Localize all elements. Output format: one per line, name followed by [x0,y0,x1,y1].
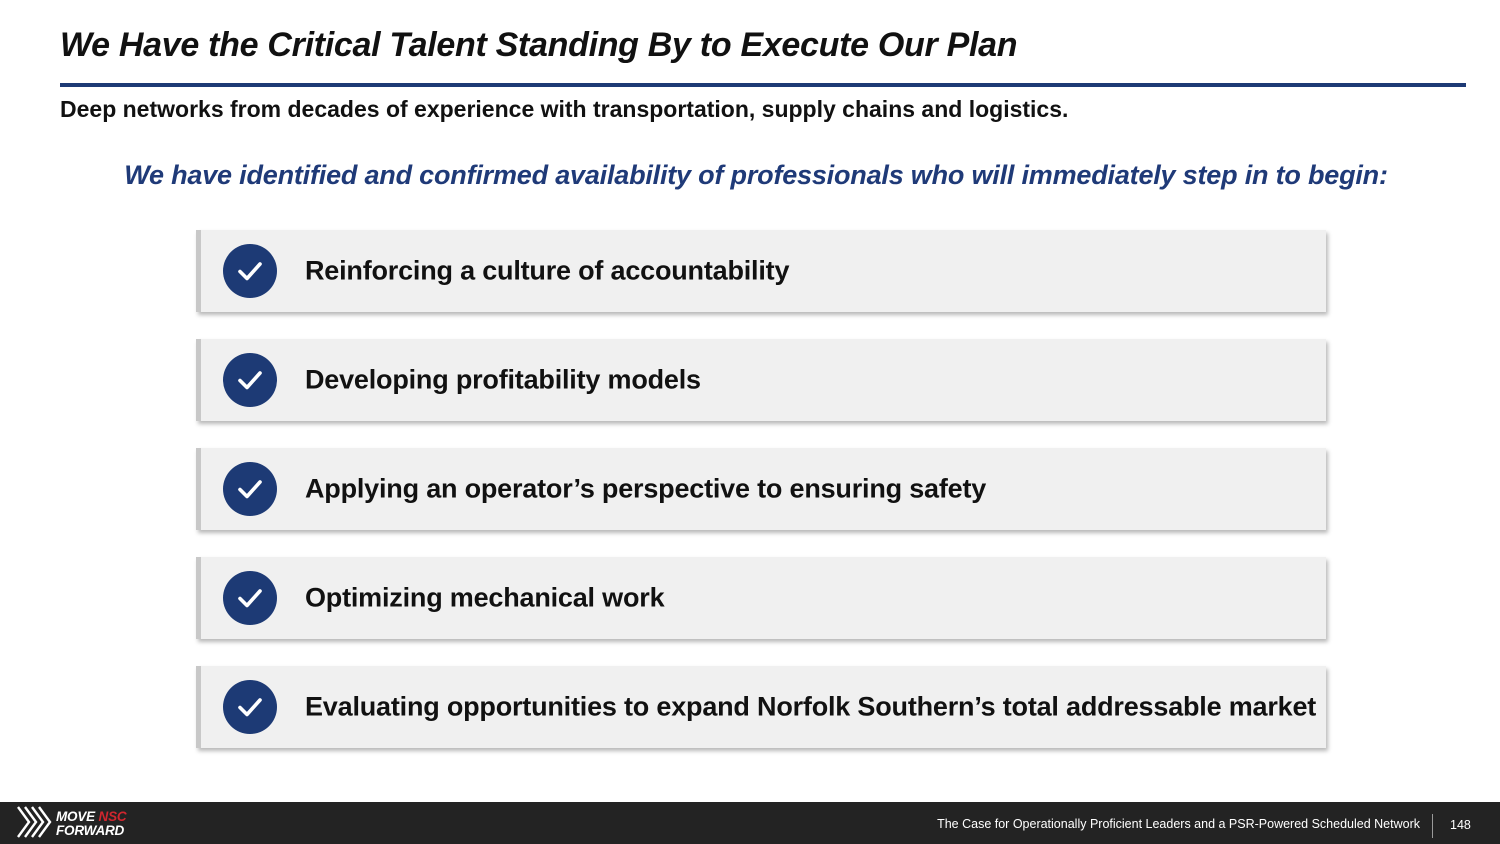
lead-statement: We have identified and confirmed availability of professionals who will immediately step in to begin: [124,160,1388,190]
checklist-item-label: Applying an operator’s perspective to ensuring safety [305,473,987,504]
check-circle-icon [223,462,277,516]
page-subtitle: Deep networks from decades of experience with transportation, supply chains and logistics. [60,96,1069,122]
checklist-item [196,230,1326,312]
checklist-item [196,666,1326,748]
check-circle-icon [223,680,277,734]
footer-bar [0,802,1500,844]
checklist-item-label: Evaluating opportunities to expand Norfolk Southern’s total addressable market [305,691,1317,722]
check-circle-icon [223,571,277,625]
checklist-item-label: Reinforcing a culture of accountability [305,255,790,286]
title-divider [60,83,1466,87]
check-circle-icon [223,244,277,298]
move-nsc-forward-logo [16,808,126,840]
footer-divider [1432,814,1433,838]
logo-word-forward: FORWARD [56,823,125,838]
logo-word-nsc: NSC [98,809,127,824]
chevron-arrows-icon [16,805,52,844]
logo-word-move: MOVE [56,809,95,824]
footer-caption: The Case for Operationally Proficient Leaders and a PSR-Powered Scheduled Network [937,817,1420,831]
page-number: 148 [1450,818,1471,832]
check-circle-icon [223,353,277,407]
logo-wordmark [56,810,126,838]
checklist-item [196,557,1326,639]
checklist-item-label: Optimizing mechanical work [305,582,665,613]
checklist-item-label: Developing profitability models [305,364,701,395]
checklist-item [196,339,1326,421]
page-title: We Have the Critical Talent Standing By to Execute Our Plan [60,26,1018,64]
checklist [196,230,1326,775]
checklist-item [196,448,1326,530]
